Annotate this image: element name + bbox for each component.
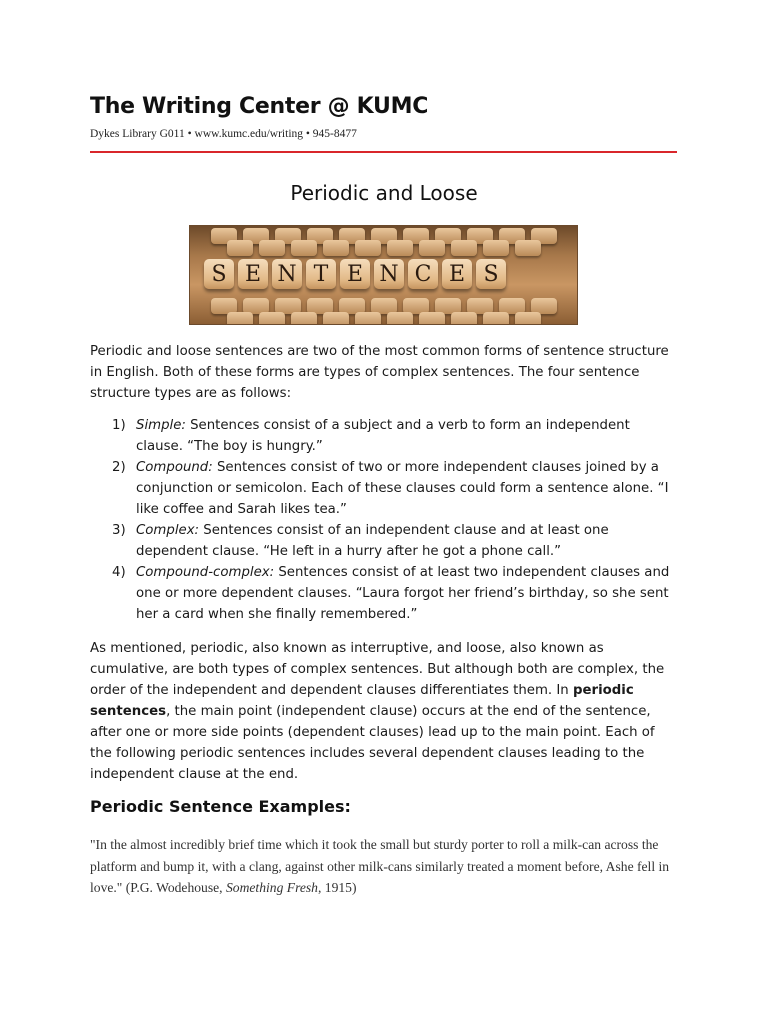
- example-quote-work: Something Fresh: [225, 880, 318, 895]
- banner-foreground-cubes: [190, 312, 577, 325]
- letter-cube: S: [476, 259, 506, 289]
- list-item-text: Sentences consist of an independent clause and at least one dependent clause. “He left in a hurry after he got a phone call.”: [136, 523, 609, 559]
- explanation-paragraph: [90, 638, 678, 785]
- explanation-part-2: , the main point (independent clause) occurs at the end of the sentence, after one or more side points (dependent clauses) lead up to the main point. Each of the following periodic sentences includes several dependent clauses leading to the independent clause at the end.: [90, 704, 655, 782]
- header-title: The Writing Center @ KUMC: [90, 94, 429, 119]
- list-item-number: 1): [112, 418, 126, 433]
- example-quote-text: "In the almost incredibly brief time which it took the small but sturdy porter to roll a milk-can across the platform and bump it, with a clang, against other milk-cans similarly treated a moment before, Ashe fell in love." (P.G. Wodehouse,: [90, 837, 670, 895]
- list-item: [90, 562, 678, 625]
- header-subtitle: Dykes Library G011 • www.kumc.edu/writing • 945-8477: [90, 128, 357, 140]
- list-item: [90, 520, 678, 562]
- letter-cube: S: [204, 259, 234, 289]
- example-quote-tail: , 1915): [317, 880, 357, 895]
- letter-cube: E: [340, 259, 370, 289]
- list-item-text: Sentences consist of a subject and a verb to form an independent clause. “The boy is hungry.”: [136, 418, 630, 454]
- explanation-bold-term: periodic sentences: [90, 683, 634, 719]
- document-title: Periodic and Loose: [290, 181, 478, 205]
- header-rule: [90, 151, 677, 153]
- list-item-number: 4): [112, 565, 126, 580]
- letter-cube: N: [374, 259, 404, 289]
- list-item-term: Compound-complex:: [136, 565, 275, 580]
- letter-cube: E: [442, 259, 472, 289]
- sentence-types-list: [90, 415, 678, 625]
- banner-letter-cubes: [204, 259, 506, 289]
- list-item-term: Compound:: [136, 460, 213, 475]
- list-item: [90, 457, 678, 520]
- letter-cube: E: [238, 259, 268, 289]
- list-item: [90, 415, 678, 457]
- list-item-number: 2): [112, 460, 126, 475]
- banner-background-cubes: [190, 240, 577, 256]
- explanation-part-1: As mentioned, periodic, also known as interruptive, and loose, also known as cumulative, are both types of complex sentences. But although both are complex, the order of the independent and dependent clauses differentiates them. In: [90, 641, 665, 698]
- examples-heading: Periodic Sentence Examples:: [90, 797, 351, 816]
- example-quote: [90, 834, 685, 899]
- list-item-number: 3): [112, 523, 126, 538]
- list-item-term: Simple:: [136, 418, 186, 433]
- intro-paragraph: Periodic and loose sentences are two of the most common forms of sentence structure in English. Both of these forms are types of complex sentences. The four sentence structure types are as follows:: [90, 344, 669, 401]
- letter-cube: N: [272, 259, 302, 289]
- sentences-banner-image: [189, 225, 578, 325]
- list-item-text: Sentences consist of at least two independent clauses and one or more dependent clauses. “Laura forgot her friend’s birthday, so she sent her a card when she finally remembered.”: [136, 565, 670, 622]
- list-item-term: Complex:: [136, 523, 200, 538]
- letter-cube: C: [408, 259, 438, 289]
- letter-cube: T: [306, 259, 336, 289]
- list-item-text: Sentences consist of two or more independent clauses joined by a conjunction or semicolon. Each of these clauses could form a sentence alone. “I like coffee and Sarah likes tea.”: [136, 460, 669, 517]
